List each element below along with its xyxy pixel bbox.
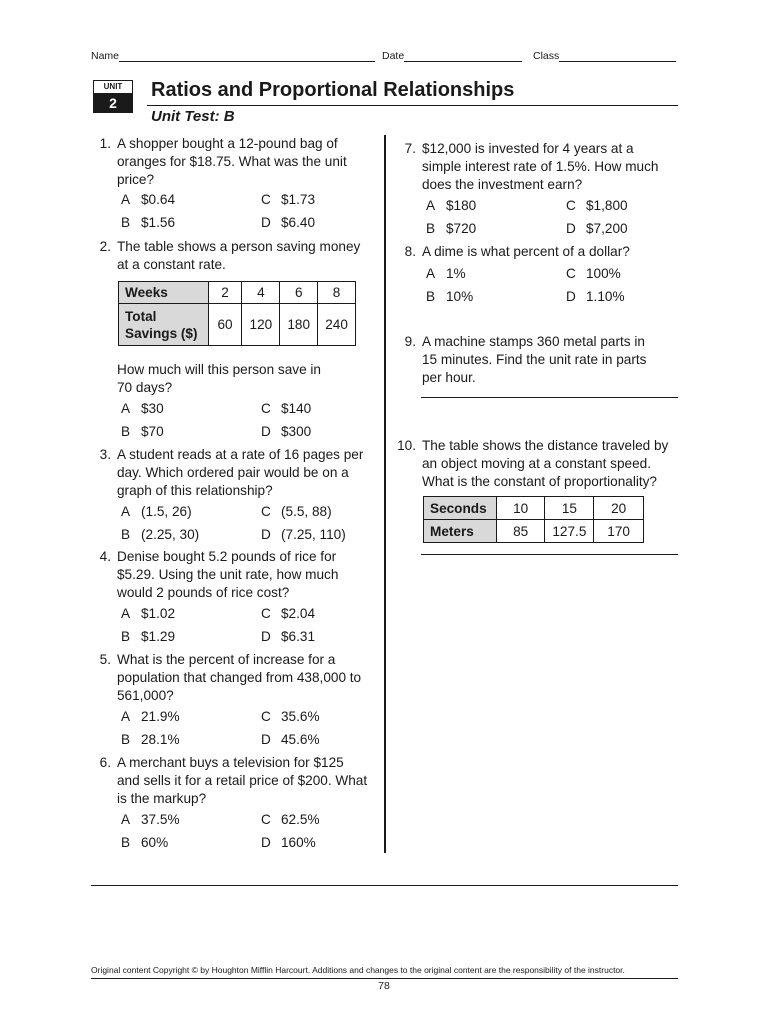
title-rule: [147, 105, 678, 106]
question-text-line: A machine stamps 360 metal parts in: [422, 334, 645, 349]
date-label: Date: [382, 50, 522, 62]
question-text-line: 15 minutes. Find the unit rate in parts: [422, 352, 647, 367]
answer-option[interactable]: A 37.5%: [121, 812, 180, 827]
table-cell: 170: [594, 520, 644, 543]
answer-option[interactable]: D $300: [261, 424, 312, 439]
question-number: 9.: [404, 334, 416, 349]
table-cell: 20: [594, 497, 644, 520]
question-text-line: day. Which ordered pair would be on a: [117, 465, 349, 480]
savings-table: [118, 281, 356, 346]
question-text-line: Denise bought 5.2 pounds of rice for: [117, 549, 337, 564]
unit-number: 2: [94, 93, 132, 113]
unit-badge: [93, 80, 133, 113]
question-text-line: an object moving at a constant speed.: [422, 456, 651, 471]
question-text-line: A merchant buys a television for $125: [117, 755, 344, 770]
answer-option[interactable]: B $70: [121, 424, 164, 439]
answer-option[interactable]: C (5.5, 88): [261, 504, 332, 519]
answer-option[interactable]: C 62.5%: [261, 812, 320, 827]
answer-option[interactable]: B $1.29: [121, 629, 176, 644]
question-text-line: price?: [117, 172, 155, 187]
table-cell: 85: [496, 520, 545, 543]
answer-line[interactable]: [421, 554, 678, 555]
page-number: 78: [378, 980, 390, 992]
table-header-cell: Seconds: [424, 497, 497, 520]
name-label: Name: [91, 50, 375, 62]
answer-option[interactable]: D 45.6%: [261, 732, 320, 747]
table-cell: 127.5: [545, 520, 594, 543]
question-text-line: per hour.: [422, 370, 476, 385]
answer-option[interactable]: B (2.25, 30): [121, 527, 200, 542]
answer-option[interactable]: A $180: [426, 198, 477, 213]
question-text-line: simple interest rate of 1.5%. How much: [422, 159, 659, 174]
question-number: 10.: [397, 438, 416, 453]
answer-option[interactable]: D 1.10%: [566, 289, 625, 304]
question-text-line: The table shows a person saving money: [117, 239, 361, 254]
table-cell: 180: [280, 304, 318, 346]
question-text-line: is the markup?: [117, 791, 207, 806]
table-cell: 2: [208, 282, 242, 304]
answer-option[interactable]: C $140: [261, 401, 312, 416]
page-subtitle: Unit Test: B: [151, 108, 235, 125]
answer-option[interactable]: A (1.5, 26): [121, 504, 192, 519]
answer-option[interactable]: A 1%: [426, 266, 466, 281]
name-field[interactable]: [119, 51, 375, 62]
question-text-line: How much will this person save in: [117, 362, 321, 377]
answer-option[interactable]: C 100%: [566, 266, 621, 281]
answer-option[interactable]: A $30: [121, 401, 164, 416]
question-number: 7.: [404, 141, 416, 156]
question-text-line: would 2 pounds of rice cost?: [117, 585, 290, 600]
answer-option[interactable]: C $1,800: [566, 198, 628, 213]
table-cell: 8: [318, 282, 356, 304]
column-divider: [384, 135, 386, 853]
class-label: Class: [533, 50, 676, 62]
class-field[interactable]: [559, 51, 676, 62]
answer-option[interactable]: A 21.9%: [121, 709, 180, 724]
unit-label: UNIT: [94, 81, 132, 93]
table-cell: 60: [208, 304, 242, 346]
question-number: 4.: [99, 549, 111, 564]
question-text-line: A student reads at a rate of 16 pages per: [117, 447, 364, 462]
question-text-line: 70 days?: [117, 380, 173, 395]
question-number: 3.: [99, 447, 111, 462]
question-text-line: at a constant rate.: [117, 257, 226, 272]
answer-option[interactable]: C 35.6%: [261, 709, 320, 724]
table-cell: 240: [318, 304, 356, 346]
distance-table: [423, 496, 644, 543]
question-text-line: 561,000?: [117, 688, 174, 703]
answer-line[interactable]: [421, 397, 678, 398]
question-number: 5.: [99, 652, 111, 667]
table-cell: 4: [242, 282, 280, 304]
answer-option[interactable]: D 160%: [261, 835, 316, 850]
table-cell: 6: [280, 282, 318, 304]
question-text-line: A dime is what percent of a dollar?: [422, 244, 630, 259]
answer-option[interactable]: B 10%: [426, 289, 474, 304]
table-cell: 15: [545, 497, 594, 520]
question-number: 6.: [99, 755, 111, 770]
question-number: 8.: [404, 244, 416, 259]
question-text-line: A shopper bought a 12-pound bag of: [117, 136, 338, 151]
answer-option[interactable]: B $720: [426, 221, 477, 236]
question-text-line: The table shows the distance traveled by: [422, 438, 669, 453]
answer-option[interactable]: D (7.25, 110): [261, 527, 346, 542]
answer-option[interactable]: D $7,200: [566, 221, 628, 236]
date-field[interactable]: [404, 51, 522, 62]
answer-option[interactable]: A $0.64: [121, 192, 176, 207]
question-text-line: oranges for $18.75. What was the unit: [117, 154, 347, 169]
answer-option[interactable]: D $6.40: [261, 215, 316, 230]
answer-option[interactable]: B 60%: [121, 835, 169, 850]
footer-rule: [91, 885, 678, 886]
answer-option[interactable]: C $1.73: [261, 192, 316, 207]
question-text-line: $5.29. Using the unit rate, how much: [117, 567, 339, 582]
question-number: 1.: [99, 136, 111, 151]
table-header-cell: Meters: [424, 520, 497, 543]
table-header-cell: Weeks: [119, 282, 209, 304]
table-header-cell: Total Savings ($): [119, 304, 209, 346]
question-text-line: and sells it for a retail price of $200. What: [117, 773, 368, 788]
answer-option[interactable]: C $2.04: [261, 606, 316, 621]
copyright-rule: [91, 978, 678, 979]
student-info-line: [91, 50, 678, 66]
table-cell: 10: [496, 497, 545, 520]
question-text-line: graph of this relationship?: [117, 483, 273, 498]
copyright-text: Original content Copyright © by Houghton Mifflin Harcourt. Additions and changes to the original content are the responsibility of the instructor.: [91, 965, 625, 975]
question-text-line: $12,000 is invested for 4 years at a: [422, 141, 634, 156]
answer-option[interactable]: B $1.56: [121, 215, 176, 230]
question-text-line: does the investment earn?: [422, 177, 583, 192]
answer-option[interactable]: B 28.1%: [121, 732, 180, 747]
table-cell: 120: [242, 304, 280, 346]
question-text-line: population that changed from 438,000 to: [117, 670, 362, 685]
question-number: 2.: [99, 239, 111, 254]
answer-option[interactable]: D $6.31: [261, 629, 316, 644]
page-title: Ratios and Proportional Relationships: [151, 79, 515, 101]
question-text-line: What is the percent of increase for a: [117, 652, 336, 667]
question-text-line: What is the constant of proportionality?: [422, 474, 657, 489]
answer-option[interactable]: A $1.02: [121, 606, 176, 621]
